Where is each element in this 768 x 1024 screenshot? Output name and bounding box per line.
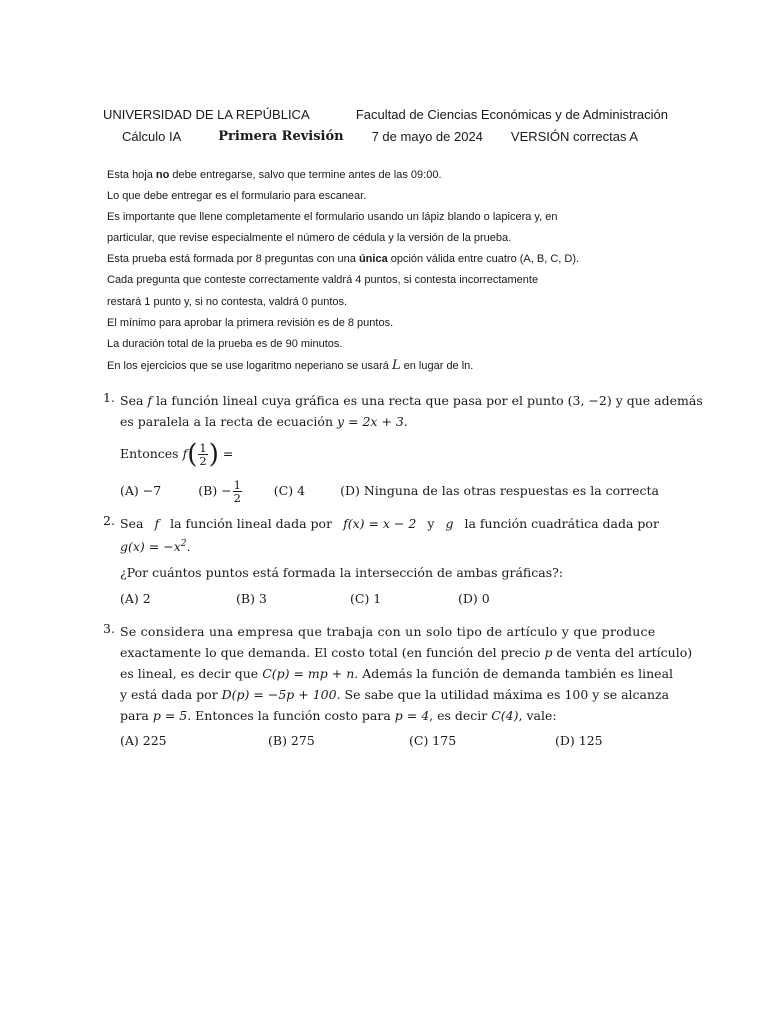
instruction-emphasis: no [155,169,170,181]
question-line: Sea f la función lineal dada por f(x) = x − 2 y g la función cuadrática dada por [120,516,659,531]
instruction-text: Esta hoja [107,169,156,181]
question-line: $g(x) = -x^2$. [120,539,191,555]
instruction-line [107,165,667,186]
question-body [120,390,703,508]
instruction-line: Es importante que llene completamente el formulario usando un lápiz blando o lapicera y, en [107,211,558,224]
question-body [120,513,659,610]
question-line: exactamente lo que demanda. El costo total (en función del precio p de venta del artículo) [120,645,693,660]
question-1 [103,390,703,508]
question-line: es paralela a la recta de ecuación y = 2x + 3. [120,414,408,429]
question-line: para p = 5. Entonces la función costo para p = 4, es decir C(4), vale: [120,708,557,723]
exam-version: VERSIÓN correctas A [510,129,639,144]
instruction-text: opción válida entre cuatro (A, B, C, D). [387,253,580,266]
instruction-line: Lo que debe entregar es el formulario para escanear. [107,190,367,203]
question-line: Se considera una empresa que trabaja con un solo tipo de artículo y que produce [120,624,656,639]
question-2 [103,513,659,610]
instruction-line [107,355,667,376]
option-a[interactable]: (A) −7 [120,483,162,498]
exam-date: 7 de mayo de 2024 [371,129,483,144]
instruction-text: en lugar de ln. [400,359,474,372]
math-symbol: L [391,357,401,373]
question-line: Entonces f( $\frac{1}{2}$ ) = [120,439,234,470]
exam-header-line2 [122,129,638,144]
answer-options [120,588,659,610]
instructions-block [107,165,667,376]
option-d[interactable]: (D) 0 [458,591,490,606]
answer-options [120,730,659,752]
option-c[interactable]: (C) 1 [350,591,382,606]
fraction: $\frac{1}{2}$ [199,441,207,468]
option-b[interactable]: (B) − $\frac{1}{2}$ [198,478,241,505]
exam-header-line1 [103,107,668,122]
option-d[interactable]: (D) 125 [555,733,603,748]
option-b[interactable]: (B) 3 [236,591,267,606]
answer-options [120,474,659,508]
instruction-text: En los ejercicios que se use logaritmo neperiano se usará [107,359,392,372]
instruction-text: Esta prueba está formada por 8 preguntas con una [107,253,359,266]
faculty-name: Facultad de Ciencias Económicas y de Administración [355,107,668,122]
question-body [120,621,693,752]
instruction-line: Cada pregunta que conteste correctamente valdrá 4 puntos, si contesta incorrectamente [107,274,539,287]
option-c[interactable]: (C) 4 [273,483,306,498]
instruction-line: La duración total de la prueba es de 90 minutos. [107,337,343,350]
fraction: $\frac{1}{2}$ [233,478,241,505]
exam-name: Primera Revisión [218,129,344,144]
option-a[interactable]: (A) 2 [120,591,151,606]
subject-name: Cálculo IA [122,129,182,144]
option-c[interactable]: (C) 175 [409,733,457,748]
instruction-line: restará 1 punto y, si no contesta, valdrá 0 puntos. [107,295,348,308]
question-line: Sea f la función lineal cuya gráfica es una recta que pasa por el punto (3, −2) y que además [120,393,703,408]
question-number: 2. [103,513,115,528]
question-line: ¿Por cuántos puntos está formada la intersección de ambas gráficas?: [120,565,564,580]
instruction-line: El mínimo para aprobar la primera revisión es de 8 puntos. [107,316,394,329]
university-name: UNIVERSIDAD DE LA REPÚBLICA [103,107,310,122]
instruction-line [107,249,667,270]
question-number: 3. [103,621,115,636]
instruction-emphasis: única [358,253,388,266]
option-a[interactable]: (A) 225 [120,733,167,748]
option-d[interactable]: (D) Ninguna de las otras respuestas es la correcta [340,483,659,498]
question-3 [103,621,693,752]
question-line: y está dada por D(p) = −5p + 100. Se sabe que la utilidad máxima es 100 y se alcanza [120,687,670,702]
option-b[interactable]: (B) 275 [268,733,315,748]
question-line: es lineal, es decir que C(p) = mp + n. Además la función de demanda también es lineal [120,666,674,681]
instruction-text: debe entregarse, salvo que termine antes de las 09:00. [169,169,442,181]
question-number: 1. [103,390,115,405]
instruction-line: particular, que revise especialmente el número de cédula y la versión de la prueba. [107,232,512,245]
